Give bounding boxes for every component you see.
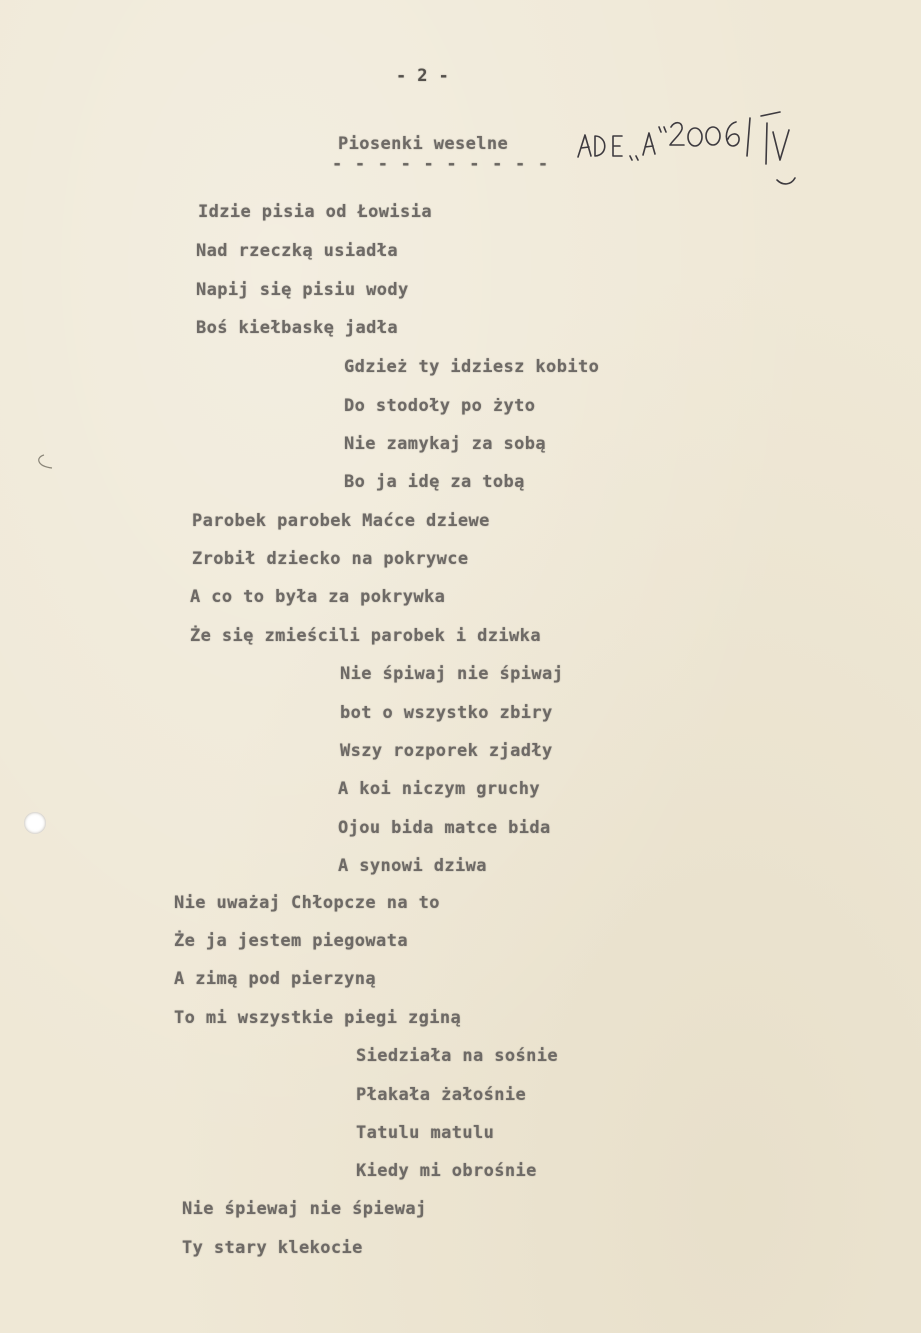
verse-line: Tatulu matulu [356,1123,495,1143]
verse-line: A co to była za pokrywka [190,587,446,607]
verse-line: Że ja jestem piegowata [174,931,408,951]
verse-line: Boś kiełbaskę jadła [196,318,399,338]
punch-hole [24,812,46,834]
verse-line: Nie uważaj Chłopcze na to [174,893,440,913]
verse-line: Nad rzeczką usiadła [196,241,399,261]
verse-line: A zimą pod pierzyną [174,969,377,989]
verse-line: Bo ja idę za tobą [344,472,525,492]
verse-line: Parobek parobek Maćce dziewe [192,511,490,531]
margin-pencil-mark [14,452,54,472]
verse-line: bot o wszystko zbiry [340,703,553,723]
verse-line: Że się zmieścili parobek i dziwka [190,626,541,646]
verse-line: Płakała żałośnie [356,1085,527,1105]
verse-line: Ty stary klekocie [182,1238,363,1258]
verse-line: Siedziała na sośnie [356,1046,559,1066]
verse-line: Kiedy mi obrośnie [356,1161,537,1181]
verse-line: Nie śpiwaj nie śpiwaj [340,664,564,684]
verse-line: A koi niczym gruchy [338,779,541,799]
verse-line: A synowi dziwa [338,856,487,876]
verse-line: Napij się pisiu wody [196,280,409,300]
verse-line: Idzie pisia od Łowisia [198,202,432,222]
verse-line: Wszy rozporek zjadły [340,741,553,761]
verse-line: Nie śpiewaj nie śpiewaj [182,1199,427,1219]
page-title: Piosenki weselne [338,134,509,154]
verse-line: Nie zamykaj za sobą [344,434,547,454]
verse-line: Gdzież ty idziesz kobito [344,357,600,377]
verse-line: Do stodoły po żyto [344,396,536,416]
page-number: - 2 - [396,66,450,86]
title-underline: - - - - - - - - - - [332,154,550,174]
handwritten-archive-signature [575,100,805,195]
verse-line: To mi wszystkie piegi zginą [174,1008,462,1028]
verse-line: Zrobił dziecko na pokrywce [192,549,469,569]
verse-line: Ojou bida matce bida [338,818,551,838]
